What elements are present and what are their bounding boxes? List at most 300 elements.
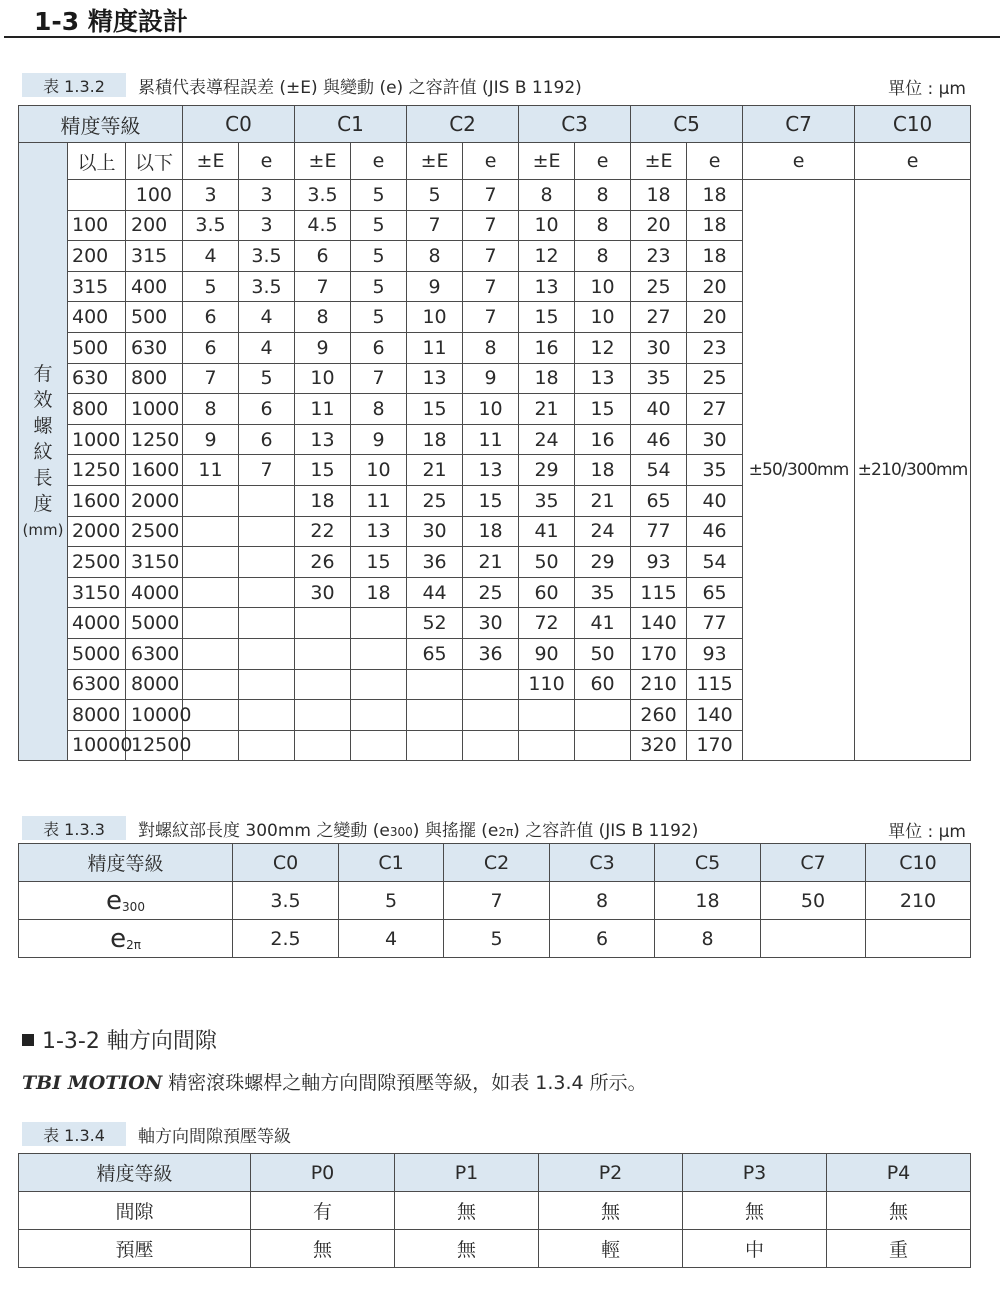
value-cell: 23 bbox=[687, 332, 743, 363]
value-cell: 8 bbox=[519, 180, 575, 211]
range-cell: 100 bbox=[68, 210, 126, 241]
value-cell: 8 bbox=[575, 210, 631, 241]
range-cell: 4000 bbox=[126, 577, 183, 608]
grade-c3: C3 bbox=[519, 106, 631, 143]
grade-p0: P0 bbox=[251, 1154, 395, 1192]
value-cell: 35 bbox=[519, 485, 575, 516]
grade-header: 精度等級 bbox=[19, 1154, 251, 1192]
table-132-tag: 表 1.3.2 bbox=[22, 73, 126, 97]
range-cell: 800 bbox=[126, 363, 183, 394]
value-cell: 41 bbox=[575, 608, 631, 639]
value-cell: 7 bbox=[463, 271, 519, 302]
value-cell: 4.5 bbox=[295, 210, 351, 241]
side-label-char: 螺 bbox=[33, 414, 53, 437]
range-cell: 100 bbox=[126, 180, 183, 211]
value-cell bbox=[295, 669, 351, 700]
grade-c7: C7 bbox=[743, 106, 855, 143]
value-cell: 無 bbox=[683, 1192, 827, 1230]
side-label-char: 長 bbox=[33, 466, 53, 489]
section-heading bbox=[22, 1024, 217, 1055]
value-cell: 15 bbox=[407, 394, 463, 425]
value-cell: 13 bbox=[519, 271, 575, 302]
value-cell: 3 bbox=[239, 180, 295, 211]
value-cell: 15 bbox=[351, 547, 407, 578]
value-cell: 27 bbox=[687, 394, 743, 425]
value-cell: 29 bbox=[575, 547, 631, 578]
value-cell: 6 bbox=[550, 920, 655, 958]
value-cell: 44 bbox=[407, 577, 463, 608]
value-cell: 60 bbox=[519, 577, 575, 608]
value-cell bbox=[295, 700, 351, 731]
value-cell: 無 bbox=[395, 1230, 539, 1268]
table-134-caption-text: 軸方向間隙預壓等級 bbox=[138, 1126, 291, 1147]
value-cell: 18 bbox=[519, 363, 575, 394]
caption-part: ) 與搖擺 (e bbox=[412, 820, 499, 841]
value-cell: 25 bbox=[687, 363, 743, 394]
value-cell bbox=[239, 638, 295, 669]
row-symbol bbox=[19, 882, 233, 920]
range-cell: 200 bbox=[126, 210, 183, 241]
value-cell: 18 bbox=[351, 577, 407, 608]
range-cell: 400 bbox=[126, 271, 183, 302]
value-cell: 30 bbox=[463, 608, 519, 639]
value-cell: 中 bbox=[683, 1230, 827, 1268]
table-row bbox=[19, 180, 971, 211]
range-cell: 630 bbox=[126, 332, 183, 363]
value-cell: 7 bbox=[463, 302, 519, 333]
value-cell: 8 bbox=[295, 302, 351, 333]
value-cell: 26 bbox=[295, 547, 351, 578]
grade-c7: C7 bbox=[761, 844, 866, 882]
range-cell: 400 bbox=[68, 302, 126, 333]
value-cell: 7 bbox=[407, 210, 463, 241]
value-cell: 6 bbox=[239, 424, 295, 455]
value-cell: 21 bbox=[463, 547, 519, 578]
value-cell: 15 bbox=[295, 455, 351, 486]
value-cell: 4 bbox=[239, 332, 295, 363]
value-cell: 11 bbox=[183, 455, 239, 486]
value-cell: 20 bbox=[687, 271, 743, 302]
value-cell: 10 bbox=[575, 302, 631, 333]
range-cell: 630 bbox=[68, 363, 126, 394]
value-cell bbox=[295, 608, 351, 639]
value-cell: 8 bbox=[550, 882, 655, 920]
value-cell: 7 bbox=[351, 363, 407, 394]
symbol-e: $e_{300}$ bbox=[106, 885, 145, 916]
value-cell: 11 bbox=[463, 424, 519, 455]
value-cell bbox=[239, 516, 295, 547]
value-cell: 13 bbox=[407, 363, 463, 394]
caption-part: 對螺紋部長度 300mm 之變動 (e bbox=[138, 820, 390, 841]
value-cell: 3 bbox=[183, 180, 239, 211]
value-cell: 12 bbox=[519, 241, 575, 272]
value-cell bbox=[866, 920, 971, 958]
value-cell: 8 bbox=[407, 241, 463, 272]
value-cell bbox=[351, 608, 407, 639]
value-cell: 8 bbox=[351, 394, 407, 425]
value-cell: 8 bbox=[463, 332, 519, 363]
value-cell: 36 bbox=[407, 547, 463, 578]
value-cell: 3.5 bbox=[183, 210, 239, 241]
value-cell: 18 bbox=[631, 180, 687, 211]
value-cell: 9 bbox=[295, 332, 351, 363]
range-cell: 4000 bbox=[68, 608, 126, 639]
value-cell: 7 bbox=[444, 882, 550, 920]
range-cell: 5000 bbox=[126, 608, 183, 639]
value-cell: 11 bbox=[351, 485, 407, 516]
side-label-char: 度 bbox=[33, 492, 53, 515]
value-cell: 20 bbox=[687, 302, 743, 333]
subheader-cell: e bbox=[687, 143, 743, 180]
value-cell: 23 bbox=[631, 241, 687, 272]
value-cell: 7 bbox=[463, 210, 519, 241]
value-cell bbox=[183, 577, 239, 608]
value-cell: 27 bbox=[631, 302, 687, 333]
table-134-caption bbox=[22, 1121, 291, 1147]
value-cell bbox=[183, 638, 239, 669]
row-label: 間隙 bbox=[19, 1192, 251, 1230]
value-cell: 12 bbox=[575, 332, 631, 363]
value-cell: 5 bbox=[407, 180, 463, 211]
value-cell bbox=[463, 730, 519, 761]
value-cell bbox=[463, 669, 519, 700]
table-133-caption-text bbox=[138, 816, 698, 841]
value-cell: 5 bbox=[351, 241, 407, 272]
value-cell: 9 bbox=[407, 271, 463, 302]
table-133-unit: 單位 : μm bbox=[888, 822, 966, 842]
value-cell bbox=[761, 920, 866, 958]
value-cell: 10 bbox=[519, 210, 575, 241]
value-cell: 18 bbox=[687, 180, 743, 211]
value-cell: 15 bbox=[575, 394, 631, 425]
caption-subscript: 2π bbox=[498, 824, 514, 839]
value-cell: 無 bbox=[539, 1192, 683, 1230]
grade-p3: P3 bbox=[683, 1154, 827, 1192]
value-cell bbox=[351, 730, 407, 761]
value-cell bbox=[239, 547, 295, 578]
value-cell bbox=[351, 669, 407, 700]
value-cell: 35 bbox=[687, 455, 743, 486]
subheader-cell: e bbox=[351, 143, 407, 180]
value-cell: 8 bbox=[183, 394, 239, 425]
value-cell bbox=[407, 669, 463, 700]
value-cell: 65 bbox=[407, 638, 463, 669]
range-cell: 1600 bbox=[126, 455, 183, 486]
range-cell: 8000 bbox=[126, 669, 183, 700]
grade-p1: P1 bbox=[395, 1154, 539, 1192]
range-cell bbox=[68, 180, 126, 211]
value-cell bbox=[183, 608, 239, 639]
range-cell: 6300 bbox=[126, 638, 183, 669]
value-cell: 8 bbox=[655, 920, 761, 958]
value-cell: 7 bbox=[463, 180, 519, 211]
value-cell: 15 bbox=[463, 485, 519, 516]
value-cell: 有 bbox=[251, 1192, 395, 1230]
header-row bbox=[19, 1154, 971, 1192]
value-cell bbox=[519, 730, 575, 761]
value-cell: 25 bbox=[407, 485, 463, 516]
range-cell: 500 bbox=[68, 332, 126, 363]
table-132-caption bbox=[22, 72, 582, 98]
value-cell: 30 bbox=[407, 516, 463, 547]
value-cell: 21 bbox=[575, 485, 631, 516]
value-cell: 210 bbox=[866, 882, 971, 920]
value-cell bbox=[239, 485, 295, 516]
value-cell: 10 bbox=[351, 455, 407, 486]
subheader-cell: ±E bbox=[183, 143, 239, 180]
value-cell: 54 bbox=[631, 455, 687, 486]
value-cell: 11 bbox=[407, 332, 463, 363]
value-cell: 18 bbox=[655, 882, 761, 920]
value-cell: 25 bbox=[463, 577, 519, 608]
grade-c3: C3 bbox=[550, 844, 655, 882]
range-cell: 800 bbox=[68, 394, 126, 425]
value-cell: 6 bbox=[183, 332, 239, 363]
value-cell: 16 bbox=[519, 332, 575, 363]
caption-subscript: 300 bbox=[389, 824, 413, 839]
section-body bbox=[22, 1068, 647, 1095]
value-cell: 210 bbox=[631, 669, 687, 700]
header-row bbox=[19, 106, 971, 143]
value-cell: 9 bbox=[183, 424, 239, 455]
value-cell: 13 bbox=[463, 455, 519, 486]
range-cell: 1250 bbox=[126, 424, 183, 455]
side-label-char: 效 bbox=[33, 388, 53, 411]
value-cell bbox=[239, 577, 295, 608]
value-cell: 8 bbox=[575, 180, 631, 211]
value-cell: 18 bbox=[295, 485, 351, 516]
range-cell: 3150 bbox=[126, 547, 183, 578]
value-cell bbox=[239, 730, 295, 761]
value-cell: 11 bbox=[295, 394, 351, 425]
value-cell: 6 bbox=[351, 332, 407, 363]
value-cell: 35 bbox=[575, 577, 631, 608]
symbol-subscript: 300 bbox=[122, 899, 145, 914]
value-cell: 9 bbox=[351, 424, 407, 455]
range-cell: 10000 bbox=[68, 730, 126, 761]
value-cell: 5 bbox=[183, 271, 239, 302]
value-cell: 5 bbox=[351, 271, 407, 302]
value-cell: 46 bbox=[687, 516, 743, 547]
thread-length-label bbox=[19, 143, 68, 761]
value-cell: 4 bbox=[183, 241, 239, 272]
value-cell bbox=[519, 700, 575, 731]
value-cell bbox=[183, 669, 239, 700]
value-cell: 3.5 bbox=[239, 241, 295, 272]
range-cell: 1250 bbox=[68, 455, 126, 486]
grade-c2: C2 bbox=[407, 106, 519, 143]
value-cell: 7 bbox=[295, 271, 351, 302]
value-cell: 3.5 bbox=[295, 180, 351, 211]
value-cell: 10 bbox=[407, 302, 463, 333]
grade-c10: C10 bbox=[866, 844, 971, 882]
symbol-e: $e_{2\pi}$ bbox=[110, 923, 141, 954]
value-cell: 140 bbox=[631, 608, 687, 639]
value-cell: 77 bbox=[631, 516, 687, 547]
value-cell: 50 bbox=[761, 882, 866, 920]
subheader-cell: e bbox=[855, 143, 971, 180]
value-cell: 72 bbox=[519, 608, 575, 639]
value-cell: 110 bbox=[519, 669, 575, 700]
symbol-subscript: 2π bbox=[126, 937, 141, 952]
range-cell: 8000 bbox=[68, 700, 126, 731]
value-cell: 重 bbox=[827, 1230, 971, 1268]
value-cell bbox=[351, 638, 407, 669]
side-label-char: 有 bbox=[33, 362, 53, 385]
value-cell bbox=[295, 638, 351, 669]
value-cell: 41 bbox=[519, 516, 575, 547]
row-label: 預壓 bbox=[19, 1230, 251, 1268]
value-cell: 3.5 bbox=[233, 882, 339, 920]
table-133-tag: 表 1.3.3 bbox=[22, 816, 126, 840]
value-cell: 10 bbox=[295, 363, 351, 394]
value-cell: 5 bbox=[444, 920, 550, 958]
grade-c2: C2 bbox=[444, 844, 550, 882]
table-row bbox=[19, 920, 971, 958]
value-cell: 7 bbox=[183, 363, 239, 394]
value-cell: 13 bbox=[295, 424, 351, 455]
side-label-char: 紋 bbox=[33, 440, 53, 463]
value-cell: 54 bbox=[687, 547, 743, 578]
range-cell: 500 bbox=[126, 302, 183, 333]
range-cell: 12500 bbox=[126, 730, 183, 761]
subheader-cell: ±E bbox=[519, 143, 575, 180]
table-133-caption bbox=[22, 815, 698, 841]
table-132-caption-text: 累積代表導程誤差 (±E) 與變動 (e) 之容許值 (JIS B 1192) bbox=[138, 77, 582, 98]
value-cell bbox=[183, 485, 239, 516]
table-133 bbox=[18, 843, 971, 958]
value-cell: 18 bbox=[687, 241, 743, 272]
value-cell: 170 bbox=[687, 730, 743, 761]
value-cell: 93 bbox=[687, 638, 743, 669]
square-bullet-icon bbox=[22, 1034, 34, 1046]
value-cell: 30 bbox=[687, 424, 743, 455]
value-cell: 18 bbox=[575, 455, 631, 486]
value-cell: 25 bbox=[631, 271, 687, 302]
range-cell: 10000 bbox=[126, 700, 183, 731]
value-cell: 無 bbox=[827, 1192, 971, 1230]
value-cell bbox=[463, 700, 519, 731]
value-cell bbox=[183, 516, 239, 547]
value-cell: 5 bbox=[351, 210, 407, 241]
value-cell: 40 bbox=[687, 485, 743, 516]
row-symbol bbox=[19, 920, 233, 958]
value-cell: 35 bbox=[631, 363, 687, 394]
subheader-cell: 以下 bbox=[126, 143, 183, 180]
value-cell: 6 bbox=[183, 302, 239, 333]
value-cell: 93 bbox=[631, 547, 687, 578]
value-cell: 7 bbox=[239, 455, 295, 486]
subheader-cell: ±E bbox=[631, 143, 687, 180]
subheader-cell: ±E bbox=[295, 143, 351, 180]
subheader-cell: e bbox=[743, 143, 855, 180]
value-cell: 50 bbox=[519, 547, 575, 578]
brand-name: TBI MOTION bbox=[22, 1072, 163, 1094]
value-cell: 24 bbox=[575, 516, 631, 547]
value-cell: 無 bbox=[251, 1230, 395, 1268]
value-cell: 52 bbox=[407, 608, 463, 639]
value-cell bbox=[351, 700, 407, 731]
grade-c10: C10 bbox=[855, 106, 971, 143]
value-cell: 5 bbox=[339, 882, 444, 920]
range-cell: 5000 bbox=[68, 638, 126, 669]
value-cell: 22 bbox=[295, 516, 351, 547]
value-cell: 4 bbox=[339, 920, 444, 958]
value-cell bbox=[239, 608, 295, 639]
table-132 bbox=[18, 105, 971, 761]
section-body-text: 精密滾珠螺桿之軸方向間隙預壓等級，如表 1.3.4 所示。 bbox=[168, 1072, 647, 1094]
value-cell: 4 bbox=[239, 302, 295, 333]
value-cell: 5 bbox=[351, 180, 407, 211]
side-label-unit: (mm) bbox=[22, 520, 64, 539]
value-cell: 140 bbox=[687, 700, 743, 731]
title-rule bbox=[4, 36, 1000, 38]
value-cell: 21 bbox=[407, 455, 463, 486]
value-cell bbox=[239, 669, 295, 700]
value-cell: 18 bbox=[687, 210, 743, 241]
table-134-tag: 表 1.3.4 bbox=[22, 1122, 126, 1146]
range-cell: 1600 bbox=[68, 485, 126, 516]
value-cell: 16 bbox=[575, 424, 631, 455]
value-cell: 60 bbox=[575, 669, 631, 700]
table-132-unit: 單位 : μm bbox=[888, 79, 966, 99]
page-title: 1-3 精度設計 bbox=[34, 7, 188, 36]
value-cell: 6 bbox=[239, 394, 295, 425]
table-134 bbox=[18, 1153, 971, 1268]
c10-tolerance: ±210/300mm bbox=[855, 180, 971, 761]
value-cell: 18 bbox=[463, 516, 519, 547]
value-cell: 260 bbox=[631, 700, 687, 731]
c7-tolerance: ±50/300mm bbox=[743, 180, 855, 761]
value-cell bbox=[407, 730, 463, 761]
value-cell: 40 bbox=[631, 394, 687, 425]
grade-p4: P4 bbox=[827, 1154, 971, 1192]
value-cell: 115 bbox=[631, 577, 687, 608]
value-cell: 15 bbox=[519, 302, 575, 333]
value-cell: 13 bbox=[351, 516, 407, 547]
value-cell: 無 bbox=[395, 1192, 539, 1230]
header-row bbox=[19, 844, 971, 882]
value-cell: 50 bbox=[575, 638, 631, 669]
grade-c0: C0 bbox=[183, 106, 295, 143]
value-cell: 320 bbox=[631, 730, 687, 761]
value-cell: 24 bbox=[519, 424, 575, 455]
grade-p2: P2 bbox=[539, 1154, 683, 1192]
value-cell: 9 bbox=[463, 363, 519, 394]
value-cell: 115 bbox=[687, 669, 743, 700]
value-cell: 6 bbox=[295, 241, 351, 272]
grade-c1: C1 bbox=[295, 106, 407, 143]
value-cell: 輕 bbox=[539, 1230, 683, 1268]
subheader-cell: e bbox=[575, 143, 631, 180]
range-cell: 2500 bbox=[68, 547, 126, 578]
value-cell: 20 bbox=[631, 210, 687, 241]
value-cell: 18 bbox=[407, 424, 463, 455]
grade-header: 精度等級 bbox=[19, 844, 233, 882]
grade-c5: C5 bbox=[655, 844, 761, 882]
range-cell: 1000 bbox=[126, 394, 183, 425]
value-cell: 10 bbox=[463, 394, 519, 425]
range-cell: 6300 bbox=[68, 669, 126, 700]
value-cell: 36 bbox=[463, 638, 519, 669]
table-row bbox=[19, 1192, 971, 1230]
table-row bbox=[19, 1230, 971, 1268]
range-cell: 2000 bbox=[126, 485, 183, 516]
value-cell: 2.5 bbox=[233, 920, 339, 958]
value-cell: 5 bbox=[239, 363, 295, 394]
value-cell: 170 bbox=[631, 638, 687, 669]
value-cell bbox=[183, 547, 239, 578]
